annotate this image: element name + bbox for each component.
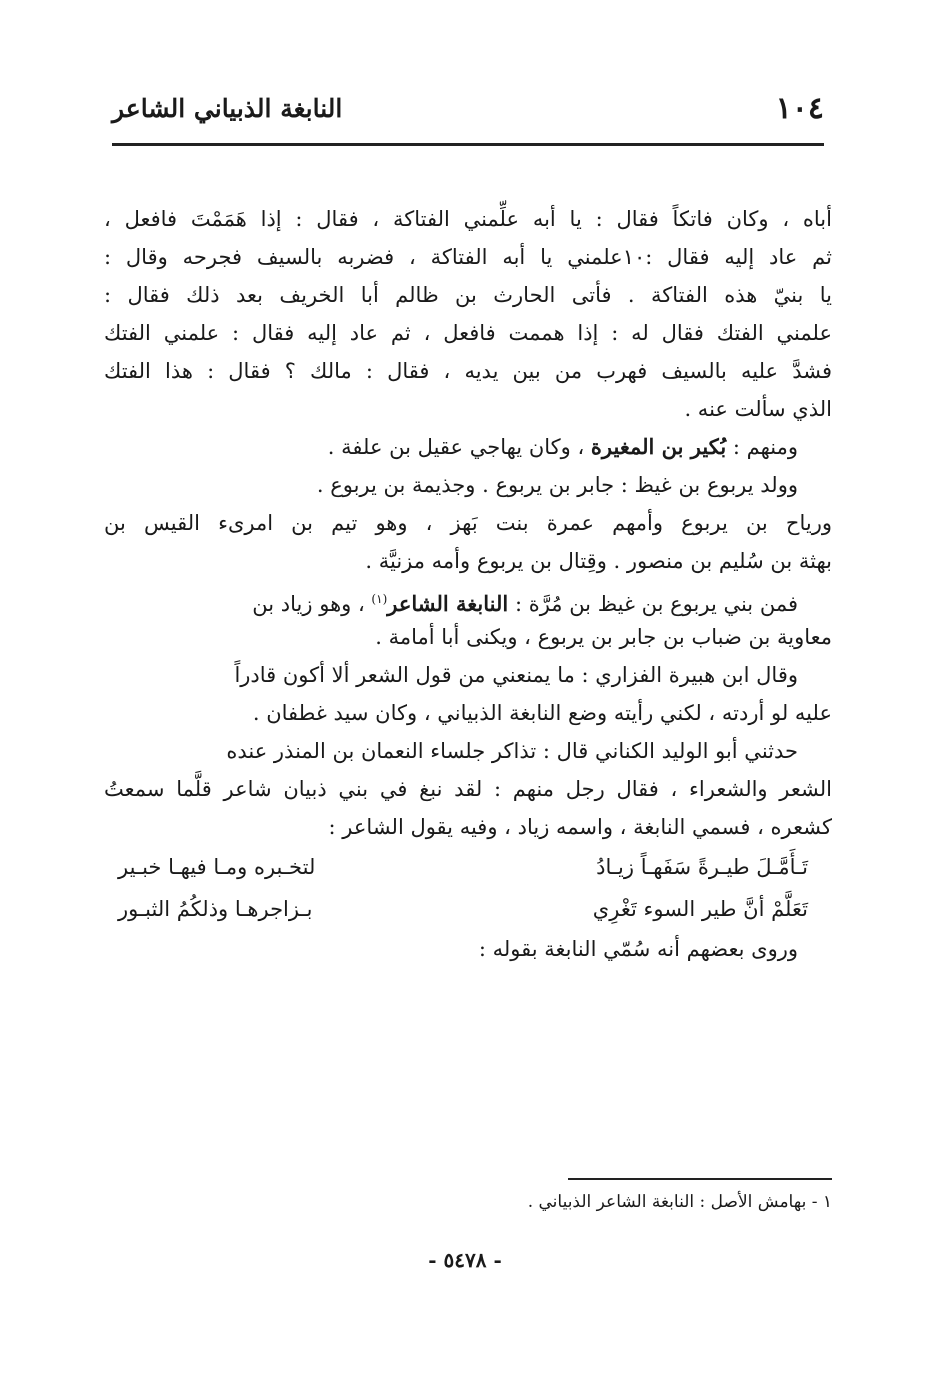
text-line: كشعره ، فسمي النابغة ، واسمه زياد ، وفيه يقول الشاعر : (328, 815, 832, 839)
text-line: حدثني أبو الوليد الكناني قال : تذاكر جلساء النعمان بن المنذر عنده (226, 739, 798, 763)
text-line: عليه لو أردته ، لكني رأيته وضع النابغة الذبياني ، وكان سيد غطفان . (252, 701, 832, 725)
bukayr-line (104, 428, 832, 466)
bukayr-prefix: ومنهم : (732, 435, 798, 459)
footnote-rule (568, 1178, 832, 1180)
text-line: الشعر والشعراء ، فقال رجل منهم : لقد نبغ في بني ذبيان شاعر قلَّما سمعتُ (104, 777, 832, 801)
poem-hemistich-second: لتخـبره ومـا فيهـا خبـير (118, 855, 316, 879)
text-line: يا بنيّ هذه الفتاكة . فأتى الحارث بن ظالم أبا الخريف بعد ذلك فقال : (104, 283, 832, 307)
text-line: وروى بعضهم أنه سُمّي النابغة بقوله : (478, 937, 798, 961)
bukayr-name: بُكير بن المغيرة (590, 434, 727, 459)
poem-verse (104, 846, 832, 888)
page-header (112, 84, 824, 132)
text-line: ورياح بن يربوع وأمهم عمرة بنت بَهز ، وهو تيم بن امرىء القيس بن (104, 511, 832, 535)
poem-hemistich-first: تَـأَمَّـلَ طيـرةً سَفَهـاً زيـادُ (596, 855, 808, 879)
body-text (104, 200, 832, 968)
text-line: فشدَّ عليه بالسيف فهرب من بين يديه ، فقال : مالك ؟ فقال : هذا الفتك (104, 359, 832, 383)
poem-hemistich-first: تَعَلَّمْ أنَّ طير السوء تَغْرِي (592, 897, 808, 921)
text-line: علمني الفتك فقال له : إذا هممت فافعل ، ثم عاد إليه فقال : علمني الفتك (104, 321, 832, 345)
folio-number: - ٥٤٧٨ - (428, 1248, 502, 1272)
page-number: ١٠٤ (775, 90, 824, 126)
header-rule (112, 143, 824, 146)
text-line: معاوية بن ضباب بن جابر بن يربوع ، ويكنى أبا أمامة . (375, 625, 832, 649)
footnote-ref: (١) (371, 592, 388, 606)
poem-hemistich-second: بـزاجرهـا وذلكُمُ الثبـور (118, 897, 313, 921)
bukayr-suffix: ، وكان يهاجي عقيل بن علفة . (327, 435, 585, 459)
text-line: الذي سألت عنه . (684, 397, 832, 421)
text-line: بهثة بن سُليم بن منصور . وقِتال بن يربوع وأمه مزنيَّة . (365, 549, 832, 573)
text-line: وولد يربوع بن غيظ : جابر بن يربوع . وجذيمة بن يربوع . (316, 473, 798, 497)
nabigha-suffix: ، وهو زياد بن (252, 592, 365, 616)
text-line: أباه ، وكان فاتكاً فقال : يا أبه علِّمني الفتاكة ، فقال : إذا هَمَمْتَ فافعل ، (104, 207, 832, 231)
nabigha-line (104, 580, 832, 618)
text-line: وقال ابن هبيرة الفزاري : ما يمنعني من قول الشعر ألا أكون قادراً (234, 663, 798, 687)
text-line: ثم عاد إليه فقال :١٠علمني يا أبه الفتاكة ، فضربه بالسيف فجرحه وقال : (104, 245, 832, 269)
nabigha-prefix: فمن بني يربوع بن غيظ بن مُرَّة : (514, 592, 798, 616)
footnote: ١ - بهامش الأصل : النابغة الشاعر الذبياني . (527, 1192, 832, 1212)
running-title: النابغة الذبياني الشاعر (112, 93, 343, 123)
nabigha-name: النابغة الشاعر (387, 591, 509, 616)
poem-verse (104, 888, 832, 930)
